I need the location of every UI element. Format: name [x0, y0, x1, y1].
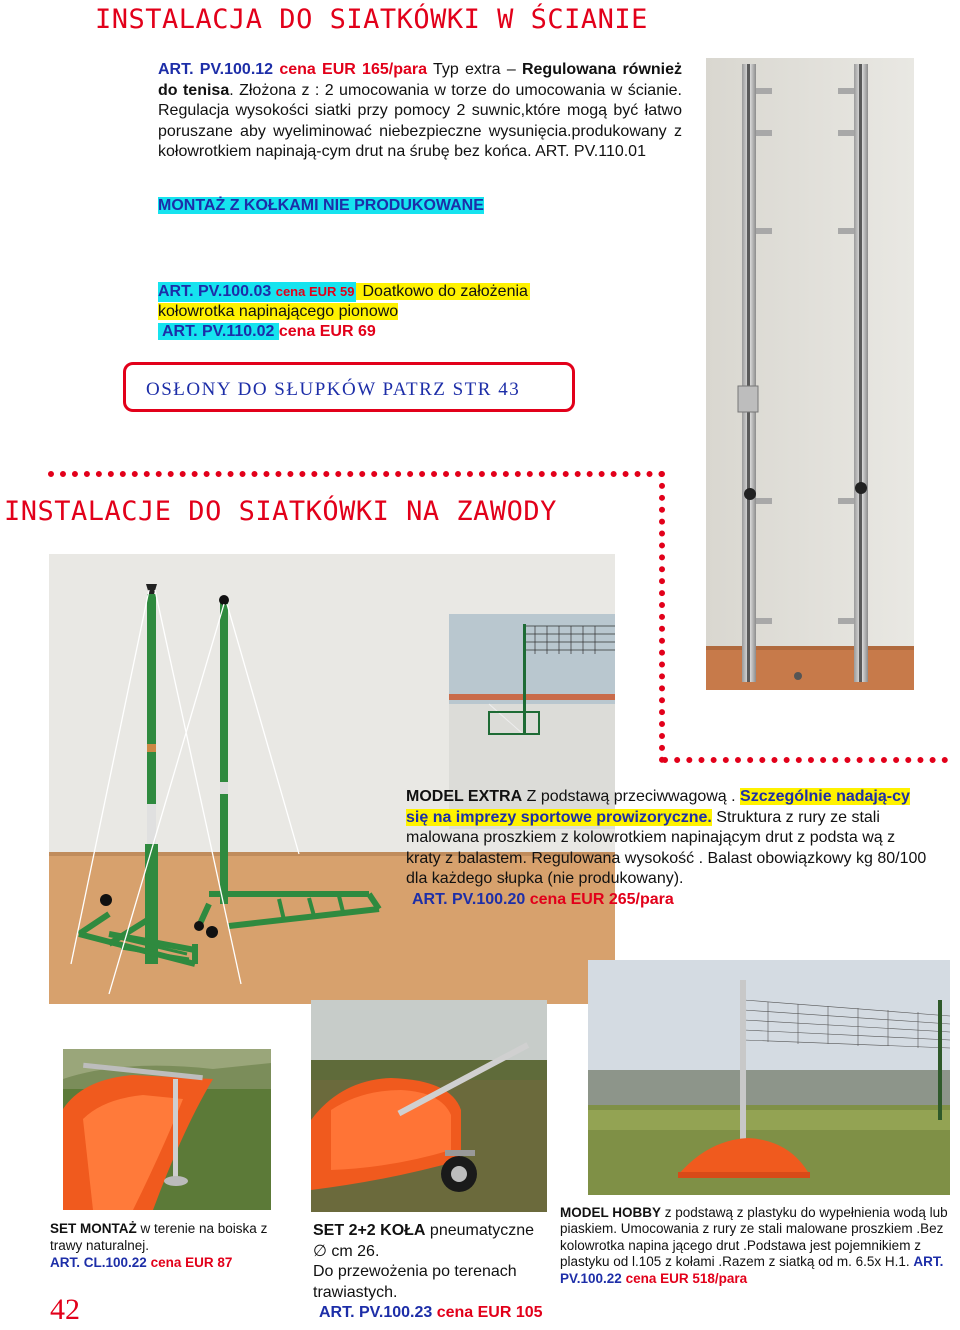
page-number: 42 [50, 1293, 80, 1326]
oslony-text: OSŁONY DO SŁUPKÓW PATRZ STR 43 [146, 379, 521, 400]
frame-top-dots [48, 471, 665, 477]
frame-bottom-dots [662, 757, 948, 763]
wall-desc: . Złożona z : 2 umocowania w torze do umocowania w ścianie. Regulacja wysokości siatki przy pomocy 2 suwnic,które mogą być łatwo poruszane aby wyeliminować niebezpieczne wysunięcia.produkowany z kołowrotkiem napinają-cym drut na śrubę bez końca. ART. PV.110.01 [158, 81, 682, 160]
set-kola-photo [311, 1000, 547, 1212]
set-montaz-desc: w terenie na boiska z trawy naturalnej. [50, 1221, 268, 1253]
wall-price: cena EUR 165/para [279, 61, 427, 78]
model-extra-price: cena EUR 265/para [529, 890, 674, 908]
wall-installation-photo [706, 58, 914, 690]
set-kola-desc2: ∅ cm 26. [313, 1242, 380, 1260]
wall-description [158, 60, 682, 163]
frame-right-dots [659, 471, 665, 763]
set-montaz-price: cena EUR 87 [150, 1255, 233, 1270]
extra-accessory [158, 282, 530, 342]
set-montaz-art: ART. CL.100.22 [50, 1255, 147, 1270]
model-extra-art: ART. PV.100.20 [412, 890, 526, 908]
set-kola-price: cena EUR 105 [436, 1304, 543, 1321]
model-extra-description [406, 787, 930, 911]
set-montaz-description [50, 1220, 280, 1271]
extra-art: ART. PV.100.03 [158, 283, 272, 300]
wall-art-label: ART. PV.100.12 [158, 61, 274, 78]
wall-type: Typ extra – [432, 61, 516, 78]
montaz-text: MONTAŻ Z KOŁKAMI NIE PRODUKOWANE [158, 197, 484, 214]
model-extra-name-rest: Z podstawą przeciwwagową . [522, 788, 736, 805]
extra-price: cena EUR 59 [275, 284, 355, 299]
set-kola-art: ART. PV.100.23 [319, 1304, 433, 1321]
set-kola-desc1: pneumatyczne [425, 1222, 534, 1239]
set-kola-description [313, 1221, 563, 1324]
model-hobby-name: MODEL HOBBY [560, 1205, 662, 1220]
model-extra-desc: Struktura z rury ze stali malowana proszkiem z kolowrotkiem napinającym drut z podsta wą z kraty z balastem. Regulowana wysokość . Balast obowiązkowy kg 80/100 dla każdego słupka (nie produkowany). [406, 808, 927, 888]
extra-desc-1: Doatkowo do założenia [356, 283, 529, 300]
extra-desc-2: kołowrotka napinającego pionowo [158, 303, 399, 320]
section-title: INSTALACJE DO SIATKÓWKI NA ZAWODY [4, 496, 557, 527]
set-montaz-name: SET MONTAŻ [50, 1221, 137, 1236]
model-extra-photo [49, 554, 615, 1004]
extra-art2: ART. PV.110.02 [162, 323, 275, 340]
montaz-note [158, 197, 484, 215]
model-extra-highlight: Szczególnie nadają-cy się na imprezy sportowe prowizoryczne. [406, 788, 910, 826]
extra-price2: cena EUR 69 [278, 323, 376, 340]
set-kola-name: SET 2+2 KOŁA [313, 1222, 426, 1239]
page-title: INSTALACJA DO SIATKÓWKI W ŚCIANIE [95, 4, 648, 35]
set-kola-desc3: Do przewożenia po terenach trawiastych. [313, 1263, 517, 1301]
model-hobby-price: cena EUR 518/para [625, 1270, 748, 1286]
model-hobby-art2: PV.100.22 [560, 1270, 622, 1286]
oslony-box [123, 362, 575, 412]
set-montaz-photo [63, 1049, 271, 1210]
model-hobby-photo [588, 960, 950, 1195]
model-hobby-description [560, 1205, 958, 1287]
model-hobby-desc: z podstawą z plastyku do wypełnienia wodą lub piaskiem. Umocowania z rury ze stali malowane proszkiem .Bez kolowrotka napina jącego drut .Podstawa jest pojemnikiem z plastyku od l.105 z kołami .Razem z siatką od m. 6.5x H.1. [560, 1205, 948, 1270]
wall-regulowana: Regulowana również do tenisa [158, 61, 683, 99]
model-extra-name: MODEL EXTRA [406, 788, 523, 805]
model-hobby-art: ART. [913, 1254, 944, 1270]
